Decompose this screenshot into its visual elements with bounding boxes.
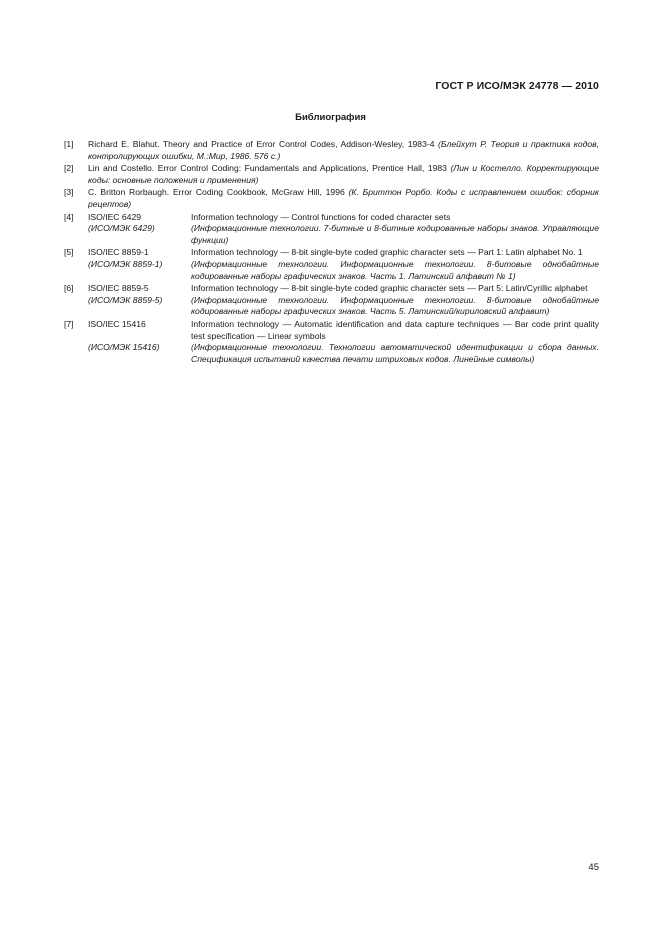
standard-translation-row (88, 295, 599, 318)
standard-item-6 (64, 283, 599, 318)
standard-translation-row (88, 259, 599, 282)
standard-code: ISO/IEC 8859-1 (88, 247, 149, 258)
standard-item-5 (64, 247, 599, 282)
standard-item-7 (64, 319, 599, 365)
reference-number: [5] (64, 247, 74, 258)
reference-citation: C. Britton Rorbaugh. Error Coding Cookbook, McGraw Hill, 1996 (88, 187, 345, 198)
reference-item-1 (64, 139, 599, 162)
standard-title-ru: (Информационные технологии. 7-битные и 8-битные кодированные наборы знаков. Управляющие функции) (191, 223, 599, 245)
standard-code: ISO/IEC 15416 (88, 318, 146, 329)
standard-title-ru: (Информационные технологии. Информационные технологии. 8-битовые однобайтные кодированные наборы графических знаков. Часть 1. Латинский алфавит № 1) (191, 258, 599, 281)
standard-title: Information technology — Control functions for coded character sets (191, 211, 451, 222)
reference-text (88, 139, 599, 162)
standard-row (88, 212, 599, 224)
standard-item-4 (64, 212, 599, 247)
standard-row (88, 247, 599, 259)
reference-citation: Richard E. Blahut. Theory and Practice of Error Control Codes, Addison-Wesley, 1983-4 (88, 139, 435, 149)
reference-number: [6] (64, 283, 74, 294)
reference-number: [7] (64, 318, 74, 329)
standard-row (88, 283, 599, 295)
reference-translation: (Блейхут Р. Теория и практика кодов, контролирующих ошибки, М.:Мир, 1986. 576 с.) (88, 139, 600, 161)
reference-item-2 (64, 163, 599, 186)
standard-translation-row (88, 342, 599, 365)
standard-code-ru: (ИСО/МЭК 6429) (88, 223, 155, 234)
standard-title-ru: (Информационные технологии. Информационные технологии. 8-битовые однобайтные кодированные наборы графических знаков. Часть 5. Латинский/кириловский алфавит) (191, 294, 599, 317)
standard-translation-row (88, 223, 599, 246)
standard-code: ISO/IEC 8859-5 (88, 283, 149, 294)
page-title: Библиография (295, 112, 366, 123)
reference-translation: (Лин и Костелло. Корректирующие коды: основные положения и применения) (88, 163, 600, 185)
reference-translation: (К. Бриттон Рорбо. Коды с исправлением ошибок: сборник рецептов) (88, 187, 599, 209)
standard-code: ISO/IEC 6429 (88, 211, 142, 222)
page-number: 45 (588, 862, 599, 873)
standard-code-ru: (ИСО/МЭК 8859-1) (88, 258, 163, 269)
reference-number: [1] (64, 139, 74, 149)
reference-number: [4] (64, 211, 74, 222)
reference-number: [2] (64, 163, 74, 174)
standard-title: Information technology — Automatic identification and data capture techniques — Bar code print quality test specification — Linear symbols (191, 318, 599, 341)
standard-title: Information technology — 8-bit single-byte coded graphic character sets — Part 1: Latin alphabet No. 1 (191, 247, 583, 258)
reference-citation: Lin and Costello. Error Control Coding: Fundamentals and Applications, Prentice Hall, 1983 (88, 163, 447, 174)
standard-row (88, 319, 599, 342)
reference-text (88, 163, 599, 186)
bibliography-list (64, 139, 599, 366)
standard-title-ru: (Информационные технологии. Технологии автоматической идентификации и сбора данных. Спецификация испытаний качества печати штриховых кодов. Линейные символы) (191, 342, 599, 364)
reference-text (88, 187, 599, 210)
standard-code-ru: (ИСО/МЭК 15416) (88, 342, 160, 353)
standard-title: Information technology — 8-bit single-byte coded graphic character sets — Part 5: Latin/Cyrillic alphabet (191, 283, 588, 294)
reference-item-3 (64, 187, 599, 210)
standard-code-ru: (ИСО/МЭК 8859-5) (88, 294, 163, 305)
standard-code-header: ГОСТ Р ИСО/МЭК 24778 — 2010 (435, 80, 599, 92)
reference-number: [3] (64, 187, 74, 198)
